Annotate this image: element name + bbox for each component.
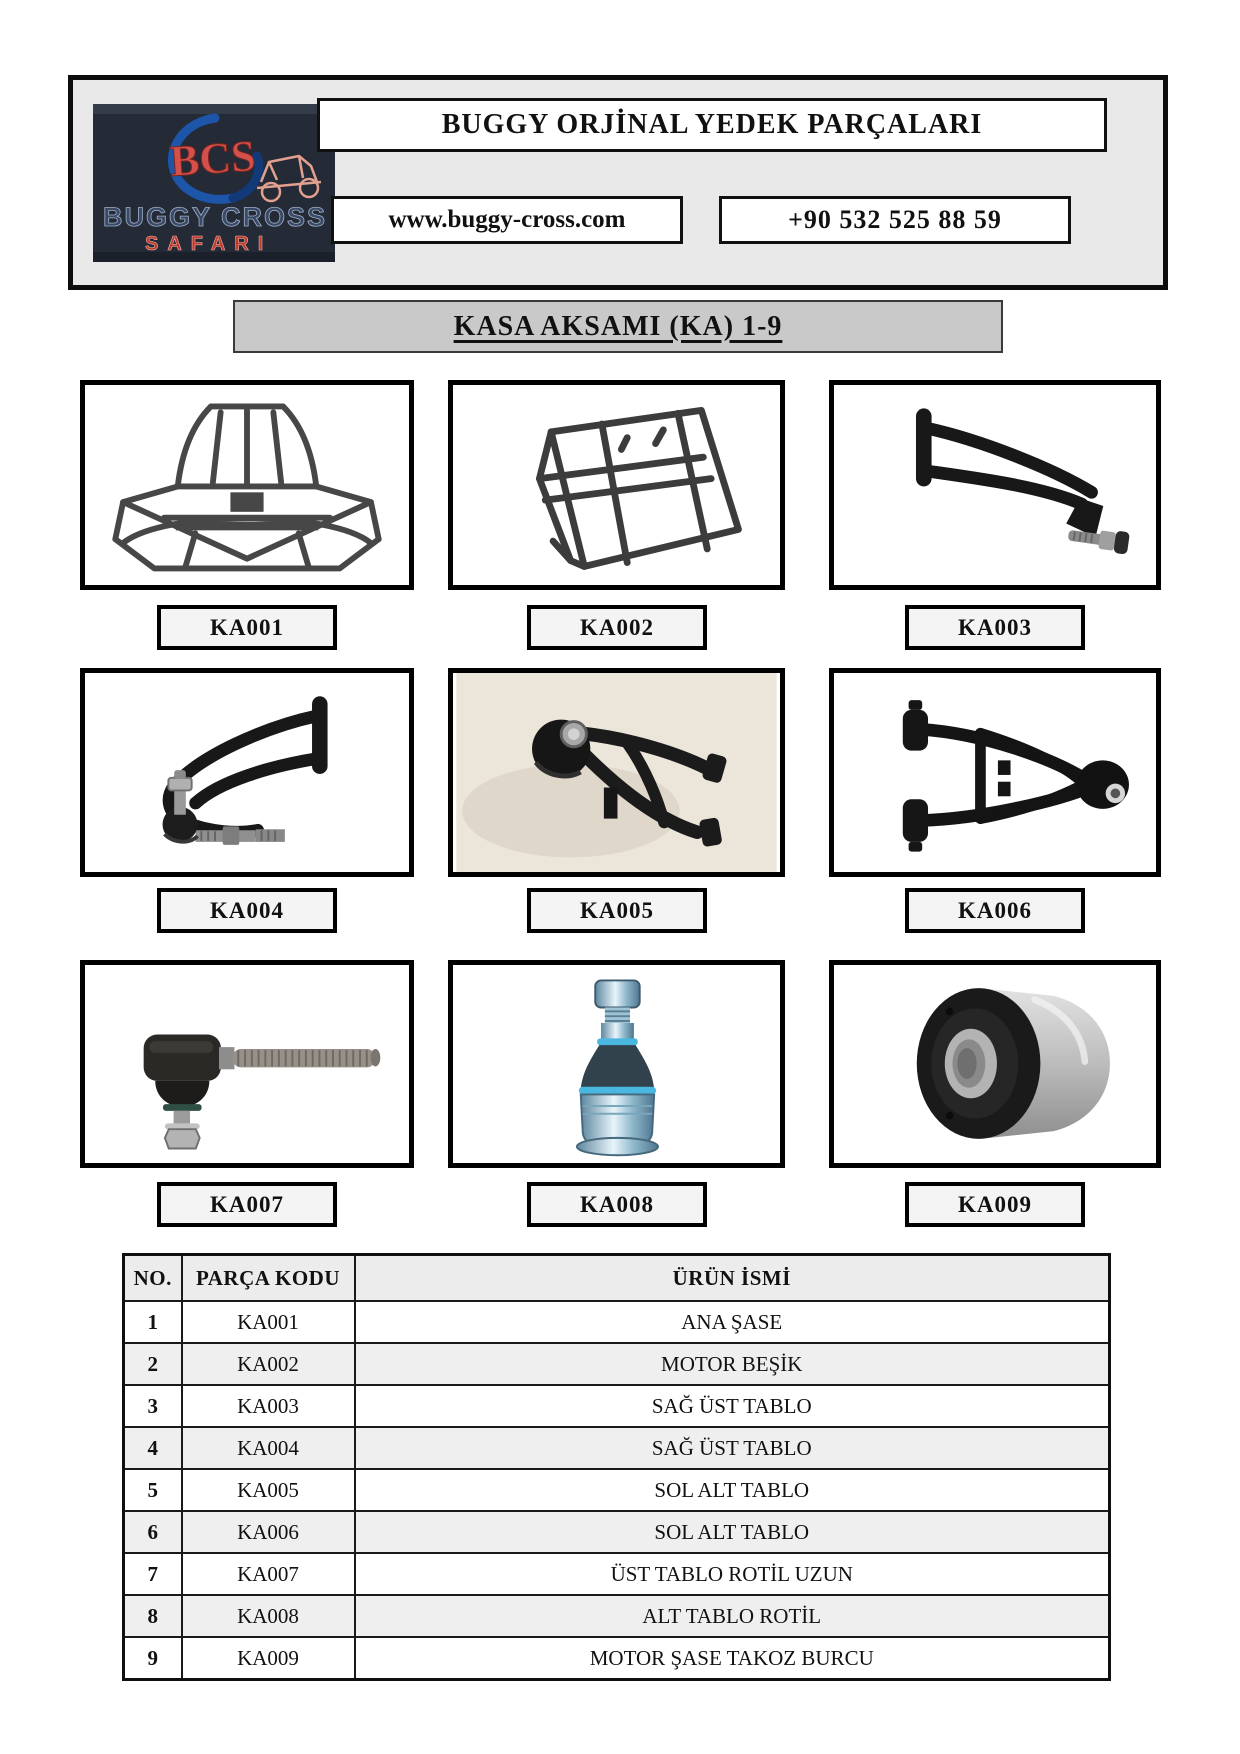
lower-a-arm-icon xyxy=(834,673,1156,872)
table-header-row xyxy=(124,1255,1110,1302)
part-code-label: KA009 xyxy=(905,1182,1085,1227)
table-row: 9 KA009 MOTOR ŞASE TAKOZ BURCU xyxy=(124,1637,1110,1680)
table-row: 7 KA007 ÜST TABLO ROTİL UZUN xyxy=(124,1553,1110,1595)
product-frame-ka008 xyxy=(448,960,785,1168)
tie-rod-end-long-icon xyxy=(85,965,409,1163)
website-box xyxy=(331,196,683,244)
part-code-label: KA001 xyxy=(157,605,337,650)
page-title: BUGGY ORJİNAL YEDEK PARÇALARI xyxy=(317,98,1107,152)
part-code-label: KA006 xyxy=(905,888,1085,933)
part-code-label: KA004 xyxy=(157,888,337,933)
phone-box xyxy=(719,196,1071,244)
ball-joint-icon xyxy=(453,965,780,1163)
table-row: 1 KA001 ANA ŞASE xyxy=(124,1301,1110,1343)
product-frame-ka003 xyxy=(829,380,1161,590)
product-frame-ka009 xyxy=(829,960,1161,1168)
engine-cradle-frame-icon xyxy=(453,385,780,585)
upper-control-arm-left-icon xyxy=(85,673,409,872)
table-row: 6 KA006 SOL ALT TABLO xyxy=(124,1511,1110,1553)
col-header-code: PARÇA KODU xyxy=(182,1255,355,1302)
col-header-no: NO. xyxy=(124,1255,182,1302)
table-row: 4 KA004 SAĞ ÜST TABLO xyxy=(124,1427,1110,1469)
product-frame-ka001 xyxy=(80,380,414,590)
product-frame-ka002 xyxy=(448,380,785,590)
parts-table xyxy=(122,1253,1111,1681)
table-row: 5 KA005 SOL ALT TABLO xyxy=(124,1469,1110,1511)
header xyxy=(68,75,1168,290)
product-frame-ka007 xyxy=(80,960,414,1168)
table-row: 2 KA002 MOTOR BEŞİK xyxy=(124,1343,1110,1385)
part-code-label: KA003 xyxy=(905,605,1085,650)
upper-control-arm-right-icon xyxy=(834,385,1156,585)
phone-text: +90 532 525 88 59 xyxy=(788,205,1002,234)
product-frame-ka006 xyxy=(829,668,1161,877)
website-text: www.buggy-cross.com xyxy=(388,206,626,233)
section-title-bar xyxy=(233,300,1003,353)
logo-name-line2: SAFARI xyxy=(145,233,273,255)
col-header-name: ÜRÜN İSMİ xyxy=(355,1255,1110,1302)
lower-control-arm-dark-icon xyxy=(453,673,780,872)
table-row: 3 KA003 SAĞ ÜST TABLO xyxy=(124,1385,1110,1427)
product-frame-ka004 xyxy=(80,668,414,877)
product-frame-ka005 xyxy=(448,668,785,877)
part-code-label: KA008 xyxy=(527,1182,707,1227)
part-code-label: KA005 xyxy=(527,888,707,933)
table-row: 8 KA008 ALT TABLO ROTİL xyxy=(124,1595,1110,1637)
brand-logo xyxy=(93,104,335,262)
part-code-label: KA002 xyxy=(527,605,707,650)
engine-mount-bushing-icon xyxy=(834,965,1156,1163)
part-code-label: KA007 xyxy=(157,1182,337,1227)
chassis-frame-icon xyxy=(85,385,409,585)
logo-name-line1: BUGGY CROSS xyxy=(103,202,328,232)
section-title: KASA AKSAMI (KA) 1-9 xyxy=(453,310,783,342)
logo-abbr: BCS xyxy=(168,131,258,186)
